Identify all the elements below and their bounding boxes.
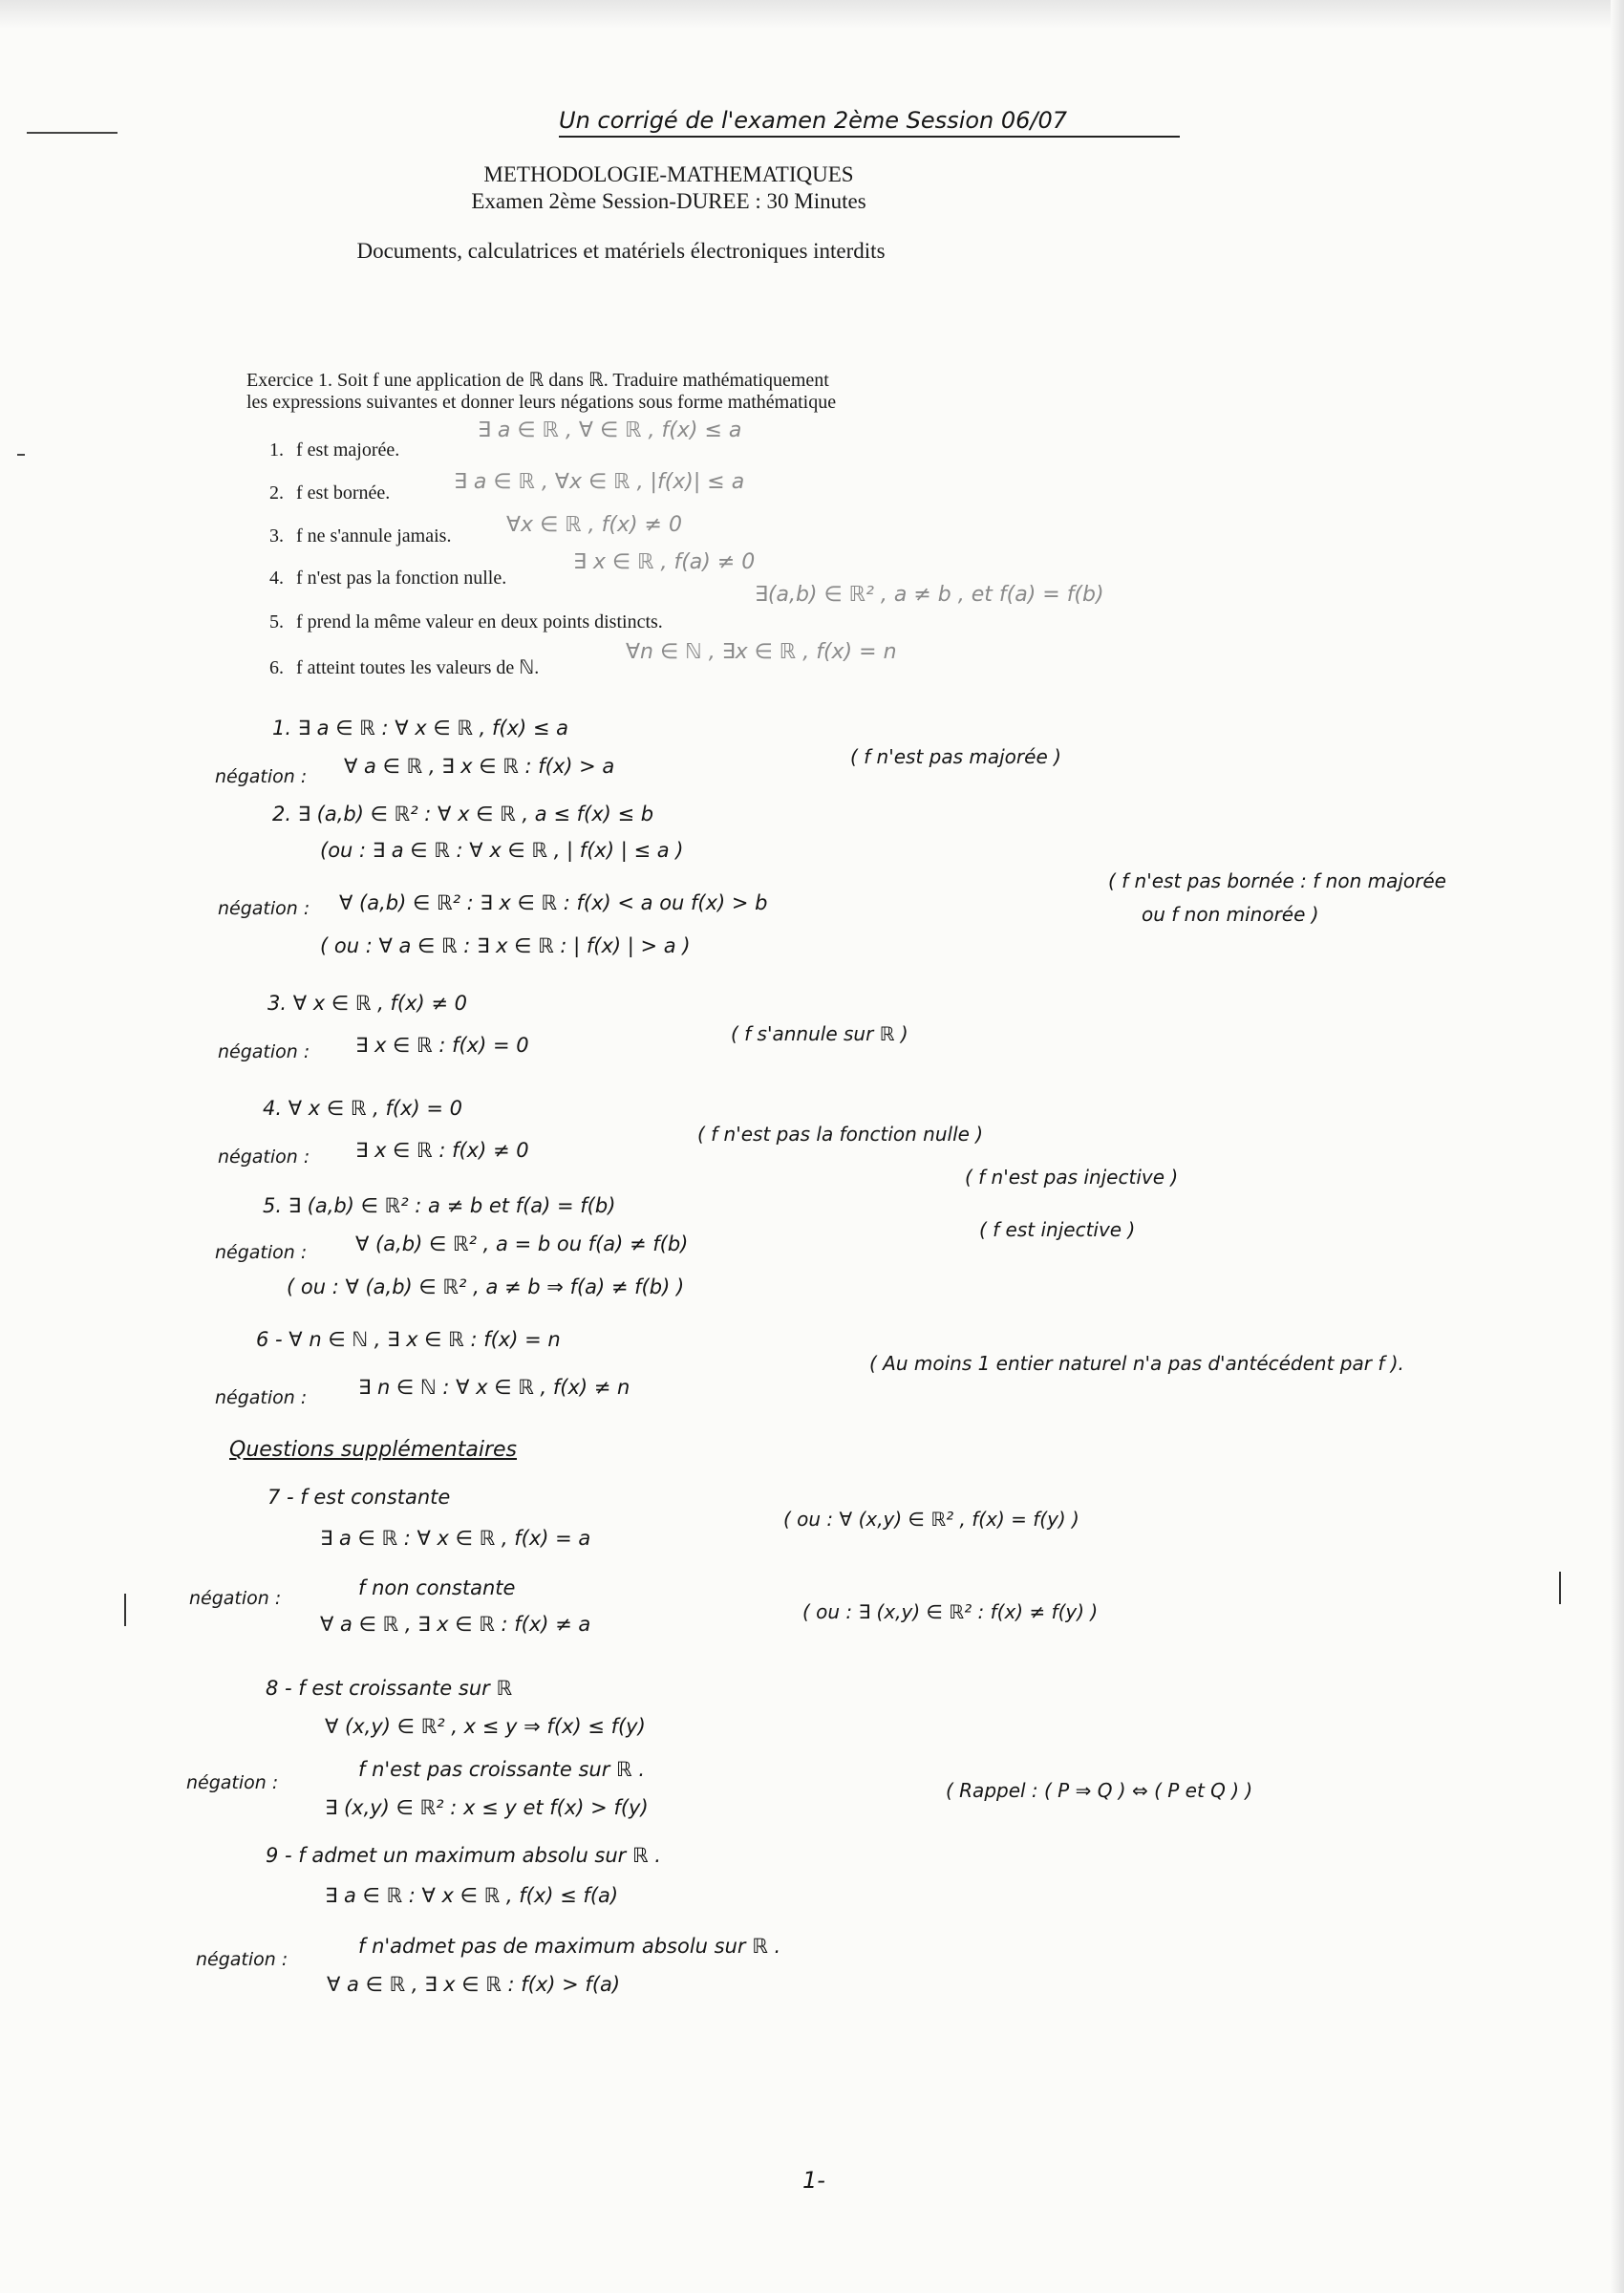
question-text: f ne s'annule jamais. (296, 525, 452, 546)
negation-label: négation : (215, 1387, 308, 1408)
note-6: ( Au moins 1 entier naturel n'a pas d'antécédent par f ). (869, 1352, 1404, 1375)
answer-7-alt: ( ou : ∀ (x,y) ∈ ℝ² , f(x) = f(y) ) (783, 1508, 1079, 1531)
question-item (269, 611, 663, 633)
negation-9: ∀ a ∈ ℝ , ∃ x ∈ ℝ : f(x) > f(a) (327, 1973, 621, 1996)
negation-8: ∃ (x,y) ∈ ℝ² : x ≤ y et f(x) > f(y) (325, 1796, 649, 1819)
question-text: f atteint toutes les valeurs de ℕ. (296, 657, 540, 678)
scan-edge-top (0, 0, 1624, 29)
negation-label: négation : (196, 1949, 288, 1970)
margin-tick (124, 1594, 126, 1626)
answer-2: 2. ∃ (a,b) ∈ ℝ² : ∀ x ∈ ℝ , a ≤ f(x) ≤ b (272, 803, 654, 825)
question-number: 1. (269, 439, 284, 461)
negation-8-text: f n'est pas croissante sur ℝ . (358, 1758, 646, 1781)
note-2-line2: ou f non minorée ) (1142, 903, 1319, 926)
note-8: ( Rappel : ( P ⇒ Q ) ⇔ ( P et Q ) ) (946, 1779, 1253, 1802)
question-8: 8 - f est croissante sur ℝ (266, 1677, 513, 1700)
pencil-answer: ∃ a ∈ ℝ , ∀ ∈ ℝ , f(x) ≤ a (478, 418, 742, 442)
note-3: ( f s'annule sur ℝ ) (731, 1022, 908, 1045)
question-item (269, 525, 451, 547)
question-item (269, 439, 399, 461)
negation-1: ∀ a ∈ ℝ , ∃ x ∈ ℝ : f(x) > a (344, 755, 615, 778)
question-item (269, 568, 506, 589)
note-1: ( f n'est pas majorée ) (850, 745, 1061, 768)
handwritten-title: Un corrigé de l'examen 2ème Session 06/07 (559, 107, 1068, 134)
negation-label: négation : (215, 1242, 308, 1263)
negation-7: ∀ a ∈ ℝ , ∃ x ∈ ℝ : f(x) ≠ a (320, 1613, 591, 1636)
pencil-answer: ∀n ∈ ℕ , ∃x ∈ ℝ , f(x) = n (626, 640, 897, 664)
margin-tick (1559, 1572, 1561, 1604)
pencil-answer: ∃(a,b) ∈ ℝ² , a ≠ b , et f(a) = f(b) (755, 583, 1104, 607)
negation-7-alt: ( ou : ∃ (x,y) ∈ ℝ² : f(x) ≠ f(y) ) (802, 1600, 1099, 1623)
question-number: 3. (269, 525, 284, 546)
negation-6: ∃ n ∈ ℕ : ∀ x ∈ ℝ , f(x) ≠ n (358, 1376, 630, 1399)
answer-2-alt: (ou : ∃ a ∈ ℝ : ∀ x ∈ ℝ , | f(x) | ≤ a ) (320, 839, 684, 862)
negation-5-alt: ( ou : ∀ (a,b) ∈ ℝ² , a ≠ b ⇒ f(a) ≠ f(b) ) (287, 1275, 685, 1298)
question-text: f est bornée. (296, 482, 391, 504)
exam-info: Examen 2ème Session-DUREE : 30 Minutes (471, 189, 866, 213)
supplementary-heading: Questions supplémentaires (229, 1438, 518, 1462)
question-text: f est majorée. (296, 439, 400, 461)
answer-5: 5. ∃ (a,b) ∈ ℝ² : a ≠ b et f(a) = f(b) (263, 1194, 616, 1217)
exercise-intro-line1: Exercice 1. Soit f une application de ℝ dans ℝ. Traduire mathématiquement (246, 370, 829, 391)
question-number: 2. (269, 482, 284, 504)
negation-label: négation : (218, 1041, 310, 1062)
answer-8: ∀ (x,y) ∈ ℝ² , x ≤ y ⇒ f(x) ≤ f(y) (325, 1715, 646, 1738)
pencil-answer: ∀x ∈ ℝ , f(x) ≠ 0 (506, 513, 682, 537)
answer-7: ∃ a ∈ ℝ : ∀ x ∈ ℝ , f(x) = a (320, 1527, 591, 1550)
question-text: f n'est pas la fonction nulle. (296, 568, 507, 589)
title-underline (559, 136, 1180, 138)
negation-2: ∀ (a,b) ∈ ℝ² : ∃ x ∈ ℝ : f(x) < a ou f(x) > b (339, 891, 768, 914)
negation-label: négation : (215, 766, 308, 787)
answer-6: 6 - ∀ n ∈ ℕ , ∃ x ∈ ℝ : f(x) = n (256, 1328, 561, 1351)
pencil-answer: ∃ x ∈ ℝ , f(a) ≠ 0 (573, 550, 756, 574)
scan-edge-right (1611, 0, 1624, 2293)
negation-label: négation : (186, 1772, 279, 1793)
question-number: 6. (269, 657, 284, 678)
note-2-line1: ( f n'est pas bornée : f non majorée (1108, 869, 1446, 892)
answer-1: 1. ∃ a ∈ ℝ : ∀ x ∈ ℝ , f(x) ≤ a (272, 717, 569, 739)
note-5: ( f n'est pas injective ) (965, 1166, 1179, 1189)
negation-7-text: f non constante (358, 1576, 516, 1599)
pencil-answer: ∃ a ∈ ℝ , ∀x ∈ ℝ , |f(x)| ≤ a (454, 470, 745, 494)
note-5-neg: ( f est injective ) (979, 1218, 1136, 1241)
negation-9-text: f n'admet pas de maximum absolu sur ℝ . (358, 1935, 781, 1958)
question-9: 9 - f admet un maximum absolu sur ℝ . (266, 1844, 661, 1867)
answer-3: 3. ∀ x ∈ ℝ , f(x) ≠ 0 (267, 992, 467, 1015)
answer-4: 4. ∀ x ∈ ℝ , f(x) = 0 (263, 1097, 462, 1120)
question-item (269, 655, 539, 679)
negation-4: ∃ x ∈ ℝ : f(x) ≠ 0 (355, 1139, 529, 1162)
note-4: ( f n'est pas la fonction nulle ) (697, 1123, 984, 1146)
question-number: 4. (269, 568, 284, 589)
margin-dot (17, 454, 25, 456)
negation-label: négation : (189, 1588, 282, 1609)
course-title: METHODOLOGIE-MATHEMATIQUES (483, 162, 854, 186)
question-7: 7 - f est constante (267, 1486, 451, 1509)
exercise-intro-line2: les expressions suivantes et donner leurs négations sous forme mathématique (246, 392, 837, 413)
negation-3: ∃ x ∈ ℝ : f(x) = 0 (355, 1034, 529, 1057)
margin-mark (27, 132, 118, 134)
answer-9: ∃ a ∈ ℝ : ∀ x ∈ ℝ , f(x) ≤ f(a) (325, 1884, 619, 1907)
question-number: 5. (269, 611, 284, 632)
negation-label: négation : (218, 1146, 310, 1168)
negation-label: négation : (218, 898, 310, 919)
question-text: f prend la même valeur en deux points distincts. (296, 611, 663, 632)
negation-5: ∀ (a,b) ∈ ℝ² , a = b ou f(a) ≠ f(b) (355, 1232, 689, 1255)
page-number: 1- (802, 2167, 825, 2194)
exam-rules: Documents, calculatrices et matériels électroniques interdits (356, 239, 886, 263)
negation-2-alt: ( ou : ∀ a ∈ ℝ : ∃ x ∈ ℝ : | f(x) | > a ) (320, 934, 691, 957)
question-item (269, 482, 390, 504)
